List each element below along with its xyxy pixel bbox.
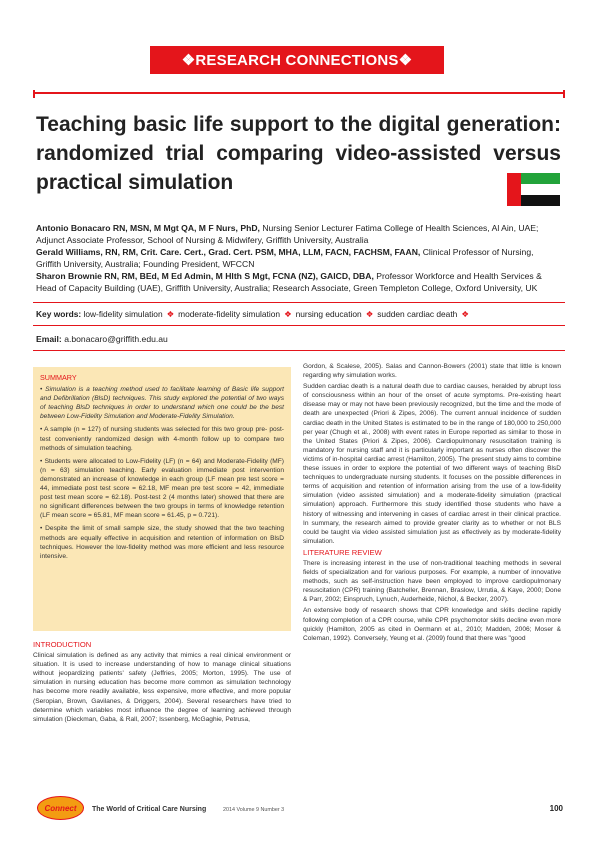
author-name: Antonio Bonacaro RN, MSN, M Mgt QA, M F Nurs, PhD, (36, 223, 260, 233)
top-divider (33, 92, 565, 94)
email-address[interactable]: a.bonacaro@griffith.edu.au (64, 334, 168, 344)
summary-heading: SUMMARY (40, 373, 77, 382)
section-banner: ❖RESEARCH CONNECTIONS❖ (150, 46, 444, 74)
uae-flag-icon (507, 173, 560, 206)
page-number: 100 (549, 804, 563, 813)
summary-bullet: • Students were allocated to Low-Fidelity (LF) (n = 64) and Moderate-Fidelity (MF) (n = 63) simulation teaching. Early evaluation immediate post intervention demonstrated an increase of knowledge in each group (LF mean pre test score = 44, immediate post test score = 62.18, MF mean pre test score = 42, immediate post test mean score = 62.18). Post-test 2 (4 months later) showed that there are no significant differences between the two groups in terms of knowledge retention (LF mean score = 65.81, MF mean score = 61.45, p = 0.721). (40, 457, 284, 520)
right-column (303, 362, 561, 645)
keyword-separator: ❖ (461, 309, 469, 319)
keyword-separator: ❖ (166, 309, 175, 319)
keyword-separator: ❖ (284, 309, 292, 319)
body-paragraph: Sudden cardiac death is a natural death due to cardiac causes, heralded by abrupt loss of consciousness within an hour of the onset of acute symptoms. Pre-existing heart disease may or may not have been previously recognized, but the time and the mode of death are unexpected (Priori & Zipes, 2006). The current annual incidence of sudden cardiac death in the United States is estimated to be in the range of 180,000 to 250,000 per year (Chugh et al., 2008) with event rates in Europe reported as similar to those in the United States (Priori & Zipes, 2006). Cardiopulmonary resuscitation training is mandatory for nursing staff and it is particularly important as nurses often discover the victims of in-hospital cardiac arrest (Hamilton, 2005). The present study aims to combine these issues in order to explore the potential of two different ways of teaching BlsD techniques to undergraduate nursing students. It focuses on the possible differences in terms of acquisition and retention of information arising from the use of a low-fidelity simulation (video assisted simulation) and a moderate-fidelity simulation (practical simulation) approach. Furthermore this study identified those students who have a history of witnessing and intervening in cases of cardiac arrest in their clinical practice. In summary, the research aimed to provide greater clarity as to whether or not BLS could be taught via video assisted simulation just as effectively as by moderate-fidelity simulation. (303, 383, 561, 545)
email-label: Email: (36, 334, 62, 344)
journal-name: The World of Critical Care Nursing (92, 806, 207, 813)
keyword: moderate-fidelity simulation (178, 309, 281, 319)
summary-bullet: • Simulation is a teaching method used to facilitate learning of Basic life support and Defibrillation (BlsD) techniques. This study explored the potential of two ways of teaching BlsD techniques in order to understand which one could be the best between Low-Fidelity Simulation and Moderate-Fidelity Simulation. (40, 386, 284, 421)
keyword-separator: ❖ (365, 309, 374, 319)
keyword: low-fidelity simulation (83, 309, 163, 319)
author-affiliation: Professor Workforce and Health Services & Head of Capacity Building (UAE), Griffith University, Australia; Research Associate, Green Templeton College, Oxford University, UK (36, 271, 542, 293)
author-affiliation: Clinical Professor of Nursing, Griffith University, Australia; Founding President, WFCCN (36, 247, 534, 269)
keywords-divider (33, 302, 565, 303)
introduction-heading: INTRODUCTION (33, 640, 92, 649)
divider-tick (563, 90, 565, 98)
keyword: nursing education (295, 309, 362, 319)
page-footer (33, 795, 565, 825)
keywords-label: Key words: (36, 309, 82, 319)
author-name: Sharon Brownie RN, RM, BEd, M Ed Admin, M Hlth S Mgt, FCNA (NZ), GAICD, DBA, (36, 271, 374, 281)
article-title: Teaching basic life support to the digital generation: randomized trial comparing video-assisted versus practical simulation (36, 113, 561, 194)
body-paragraph: An extensive body of research shows that CPR knowledge and skills decline rapidly following completion of a CPR course, while CPR psychomotor skills decline even more quickly (Hamilton, 2005 as cited in Oermann et al., 2010; Madden, 2006; Moser & Coleman, 1992). Conversely, Yeung et al. (2009) found that there was "good (303, 607, 561, 642)
email-bottom-divider (33, 350, 565, 351)
keywords (36, 309, 561, 319)
connect-logo: Connect (37, 796, 84, 820)
keyword: sudden cardiac death (377, 309, 458, 319)
author-list (36, 222, 561, 294)
left-column (33, 640, 291, 726)
contact-email (36, 334, 168, 344)
body-paragraph: Clinical simulation is defined as any activity that mimics a real clinical environment or situation. It is used to increase understanding of how to manage clinical situations without jeopardizing patients' safety (Jeffries, 2005; Morton, 1995). The use of simulation in nursing education has become more common as simulation technology has become more readily available, less expensive, more effective, and more popular (Seropian, Brown, Gavilanes, & Driggers, 2004). Several researchers have tried to determine which variables most influence the degree of learning achieved through simulation (Dieckman, Gaba, & Rall, 2007; Issenberg, McGaghie, Petrusa, (33, 652, 291, 723)
divider-tick (33, 90, 35, 98)
summary-box (33, 367, 291, 631)
volume-info: 2014 Volume 9 Number 3 (223, 807, 285, 813)
literature-review-heading: LITERATURE REVIEW (303, 547, 382, 557)
author-name: Gerald Williams, RN, RM, Crit. Care. Cert., Grad. Cert. PSM, MHA, LLM, FACN, FACHSM, FAAN, (36, 247, 421, 257)
summary-bullet: • Despite the limit of small sample size, the study showed that the two teaching methods are equally effective in acquisition and retention of information on BlsD techniques. However the low-fidelity method was more efficient and less resource intensive. (40, 525, 284, 560)
body-paragraph: Gordon, & Scalese, 2005). Salas and Cannon-Bowers (2001) state that little is known regarding why simulation works. (303, 363, 561, 380)
author-affiliation: Nursing Senior Lecturer Fatima College of Health Sciences, Al Ain, UAE; Adjunct Associate Professor, School of Nursing & Midwifery, Griffith University, Australia (36, 223, 539, 245)
author-entry (36, 270, 561, 294)
summary-bullet: • A sample (n = 127) of nursing students was selected for this two group pre- post- test conveniently randomized design with 4-month follow up to compare two methods of simulation teaching. (40, 426, 284, 452)
author-entry (36, 222, 561, 246)
email-divider (33, 325, 565, 326)
body-paragraph: There is increasing interest in the use of non-traditional teaching methods in several fields of specialization and for various purposes. For example, a number of innovative methods, such as self-instruction have been employed to improve cardiopulmonary resuscitation (CPR) training (Batcheller, Brennan, Braslow, Urrutia, & Kaye, 2000; Done & Parr, 2002; Einspruch, Lynuch, Auderheide, Nichol, & Becker, 2007). (303, 559, 561, 604)
author-entry (36, 246, 561, 270)
